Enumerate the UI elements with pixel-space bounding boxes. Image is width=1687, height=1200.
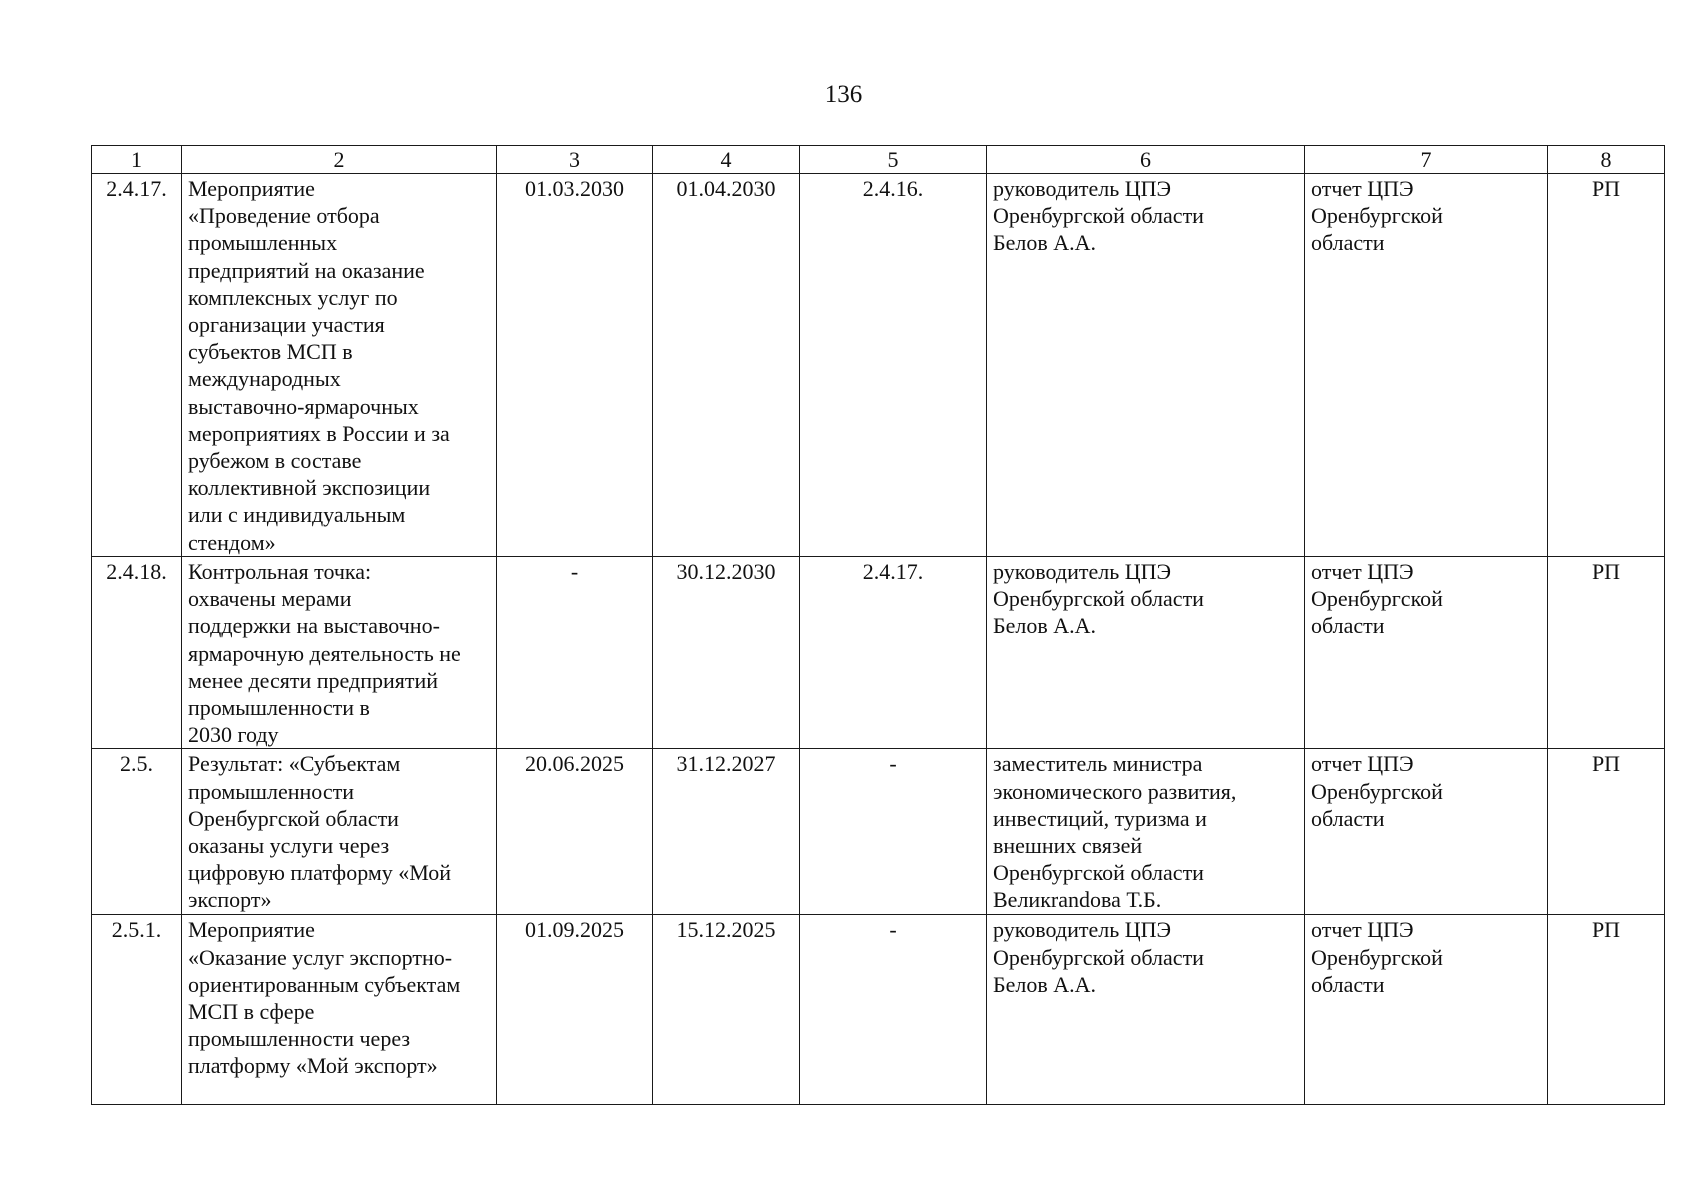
responsible: заместитель министра экономического развития, инвестиций, туризма и внешних связей Оренбургской области Великrandoва Т.Б. xyxy=(993,751,1237,913)
predecessor: - xyxy=(889,917,897,943)
output-cell xyxy=(1305,915,1548,1105)
start-date: 20.06.2025 xyxy=(525,751,624,777)
output-cell xyxy=(1305,557,1548,749)
output: отчет ЦПЭ Оренбургской области xyxy=(1311,176,1443,256)
table-row xyxy=(92,749,1665,915)
start-date-cell xyxy=(497,174,653,557)
row-number-cell xyxy=(92,749,182,915)
responsible: руководитель ЦПЭ Оренбургской области Белов А.А. xyxy=(993,559,1204,639)
end-date: 30.12.2030 xyxy=(676,559,776,584)
column-header-3: 3 xyxy=(497,146,653,174)
start-date: 01.03.2030 xyxy=(525,176,624,201)
row-number: 2.5.1. xyxy=(111,917,162,943)
doc-level: РП xyxy=(1591,176,1621,201)
table-row xyxy=(92,557,1665,749)
header-row xyxy=(92,146,1665,174)
column-header-4: 4 xyxy=(653,146,800,174)
output: отчет ЦПЭ Оренбургской области xyxy=(1311,559,1443,639)
column-header-8: 8 xyxy=(1548,146,1665,174)
column-header-7: 7 xyxy=(1305,146,1548,174)
predecessor-cell xyxy=(800,749,987,915)
predecessor: 2.4.17. xyxy=(862,559,924,584)
doc-level: РП xyxy=(1591,917,1621,943)
item-name: Результат: «Субъектам промышленности Оренбургской области оказаны услуги через цифровую платформу «Мой экспорт» xyxy=(188,751,452,913)
end-date-cell xyxy=(653,749,800,915)
row-number-cell xyxy=(92,174,182,557)
item-name: Контрольная точка: охвачены мерами поддержки на выставочно- ярмарочную деятельность не менее десяти предприятий промышленности в 2030 году xyxy=(188,559,461,748)
responsible: руководитель ЦПЭ Оренбургской области Белов А.А. xyxy=(993,917,1204,997)
end-date: 01.04.2030 xyxy=(676,176,776,201)
row-number: 2.4.18. xyxy=(106,559,167,584)
predecessor: - xyxy=(889,751,897,777)
start-date: 01.09.2025 xyxy=(525,917,624,943)
responsible-cell xyxy=(987,174,1305,557)
column-header-5: 5 xyxy=(800,146,987,174)
predecessor: 2.4.16. xyxy=(862,176,924,201)
start-date-cell xyxy=(497,557,653,749)
output-cell xyxy=(1305,749,1548,915)
doc-cell xyxy=(1548,557,1665,749)
row-number: 2.5. xyxy=(120,751,153,777)
output-cell xyxy=(1305,174,1548,557)
doc-cell xyxy=(1548,749,1665,915)
doc-level: РП xyxy=(1591,559,1621,584)
end-date: 31.12.2027 xyxy=(676,751,776,777)
page-number: 136 xyxy=(824,81,863,108)
responsible: руководитель ЦПЭ Оренбургской области Белов А.А. xyxy=(993,176,1204,256)
table-row xyxy=(92,174,1665,557)
end-date: 15.12.2025 xyxy=(676,917,776,943)
plan-table xyxy=(91,145,1665,1105)
row-number-cell xyxy=(92,557,182,749)
responsible-cell xyxy=(987,749,1305,915)
output: отчет ЦПЭ Оренбургской области xyxy=(1311,917,1443,997)
item-name-cell xyxy=(182,174,497,557)
predecessor-cell xyxy=(800,915,987,1105)
doc-level: РП xyxy=(1591,751,1621,777)
table-header xyxy=(92,146,1665,174)
column-header-6: 6 xyxy=(987,146,1305,174)
doc-cell xyxy=(1548,915,1665,1105)
column-header-2: 2 xyxy=(182,146,497,174)
responsible-cell xyxy=(987,557,1305,749)
item-name-cell xyxy=(182,915,497,1105)
start-date-cell xyxy=(497,749,653,915)
table-body xyxy=(92,174,1665,1105)
row-number: 2.4.17. xyxy=(106,176,167,201)
table-row xyxy=(92,915,1665,1105)
start-date: - xyxy=(570,559,579,584)
predecessor-cell xyxy=(800,557,987,749)
doc-cell xyxy=(1548,174,1665,557)
end-date-cell xyxy=(653,915,800,1105)
item-name: Мероприятие «Оказание услуг экспортно- ориентированным субъектам МСП в сфере промышленности через платформу «Мой экспорт» xyxy=(188,917,461,1079)
responsible-cell xyxy=(987,915,1305,1105)
end-date-cell xyxy=(653,557,800,749)
end-date-cell xyxy=(653,174,800,557)
start-date-cell xyxy=(497,915,653,1105)
output: отчет ЦПЭ Оренбургской области xyxy=(1311,751,1443,831)
item-name-cell xyxy=(182,557,497,749)
item-name: Мероприятие «Проведение отбора промышленных предприятий на оказание комплексных услуг по организации участия субъектов МСП в международных выставочно-ярмарочных мероприятиях в России и за рубежом в составе коллективной экспозиции или с индивидуальным стендом» xyxy=(188,176,450,555)
predecessor-cell xyxy=(800,174,987,557)
row-number-cell xyxy=(92,915,182,1105)
item-name-cell xyxy=(182,749,497,915)
column-header-1: 1 xyxy=(92,146,182,174)
